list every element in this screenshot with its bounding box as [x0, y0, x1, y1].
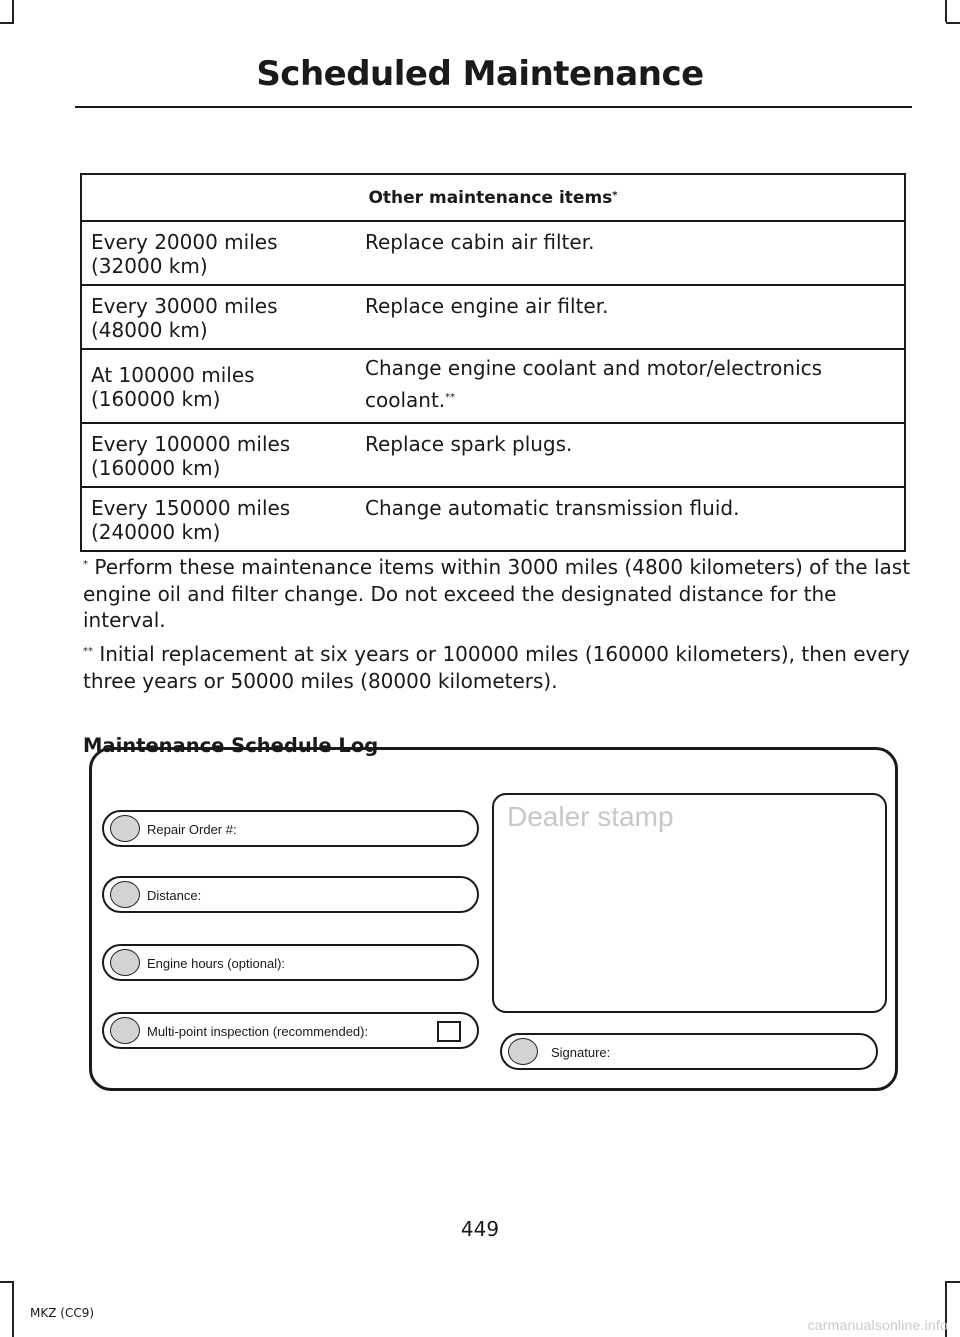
watermark: carmanualsonline.info [807, 1317, 948, 1333]
crop-mark [12, 1281, 14, 1337]
interval-line: At 100000 miles [91, 363, 255, 387]
footnote-text: Perform these maintenance items within 3000 miles (4800 kilometers) of the last engine oil and filter change. Do not exceed the designated distance for the interval. [83, 555, 911, 632]
table-row [81, 487, 905, 551]
interval-line: Every 100000 miles [91, 432, 291, 456]
action-cell [356, 349, 905, 423]
interval-line: (160000 km) [91, 456, 221, 480]
interval-line: (48000 km) [91, 318, 208, 342]
action-text: Change automatic transmission fluid. [365, 496, 740, 520]
interval-line: (32000 km) [91, 254, 208, 278]
log-heading: Maintenance Schedule Log [83, 734, 379, 757]
bullet-circle-icon [508, 1038, 538, 1065]
page-number: 449 [460, 1217, 500, 1241]
title-rule [75, 106, 912, 108]
footnote-mark: ** [83, 646, 93, 657]
dealer-stamp-label: Dealer stamp [507, 801, 674, 832]
field-label: Repair Order #: [147, 822, 237, 837]
interval-line: Every 30000 miles [91, 294, 278, 318]
inspection-checkbox[interactable] [437, 1021, 461, 1042]
footnote-text: Initial replacement at six years or 100000 miles (160000 kilometers), then every three years or 50000 miles (80000 kilometers). [83, 642, 910, 693]
field-label: Engine hours (optional): [147, 956, 286, 971]
crop-mark [0, 22, 14, 24]
crop-mark [945, 0, 947, 22]
action-text: Replace engine air filter. [365, 294, 609, 318]
action-text-cont: coolant. [365, 388, 446, 412]
engine-hours-field[interactable] [102, 944, 479, 981]
crop-mark [946, 22, 960, 24]
interval-line: Every 20000 miles [91, 230, 278, 254]
interval-line: (240000 km) [91, 520, 221, 544]
footnote-2 [83, 641, 913, 694]
crop-mark [946, 1281, 960, 1283]
action-text: Replace spark plugs. [365, 432, 573, 456]
footnote-mark: * [83, 559, 88, 570]
bullet-circle-icon [110, 1017, 140, 1044]
action-text: Replace cabin air filter. [365, 230, 595, 254]
dealer-stamp-box [492, 793, 887, 1013]
interval-cell [81, 349, 356, 423]
repair-order-field[interactable] [102, 810, 479, 847]
action-cell [356, 487, 905, 551]
footnote-1 [83, 554, 913, 634]
field-label: Distance: [147, 888, 202, 903]
page-title: Scheduled Maintenance [256, 54, 704, 94]
table-row [81, 349, 905, 423]
signature-field[interactable] [500, 1033, 878, 1070]
table-row [81, 423, 905, 487]
distance-field[interactable] [102, 876, 479, 913]
footnote-mark: ** [445, 392, 456, 403]
interval-cell [81, 423, 356, 487]
table-header-row [81, 174, 905, 221]
interval-line: (160000 km) [91, 387, 221, 411]
interval-cell [81, 221, 356, 285]
table-header-label: Other maintenance items [368, 187, 613, 208]
action-text: Change engine coolant and motor/electronics [365, 356, 823, 380]
table-row [81, 285, 905, 349]
footnote-mark: * [612, 189, 618, 201]
bullet-circle-icon [110, 881, 140, 908]
table-header [81, 174, 905, 221]
field-label: Signature: [551, 1045, 611, 1060]
interval-line: Every 150000 miles [91, 496, 291, 520]
inspection-field[interactable] [102, 1012, 479, 1049]
table-row [81, 221, 905, 285]
bullet-circle-icon [110, 949, 140, 976]
crop-mark [12, 0, 14, 22]
bullet-circle-icon [110, 815, 140, 842]
interval-cell [81, 285, 356, 349]
field-label: Multi-point inspection (recommended): [147, 1024, 369, 1039]
action-cell [356, 221, 905, 285]
action-cell [356, 423, 905, 487]
action-cell [356, 285, 905, 349]
interval-cell [81, 487, 356, 551]
model-code: MKZ (CC9) [30, 1306, 95, 1320]
maintenance-table [80, 173, 906, 552]
